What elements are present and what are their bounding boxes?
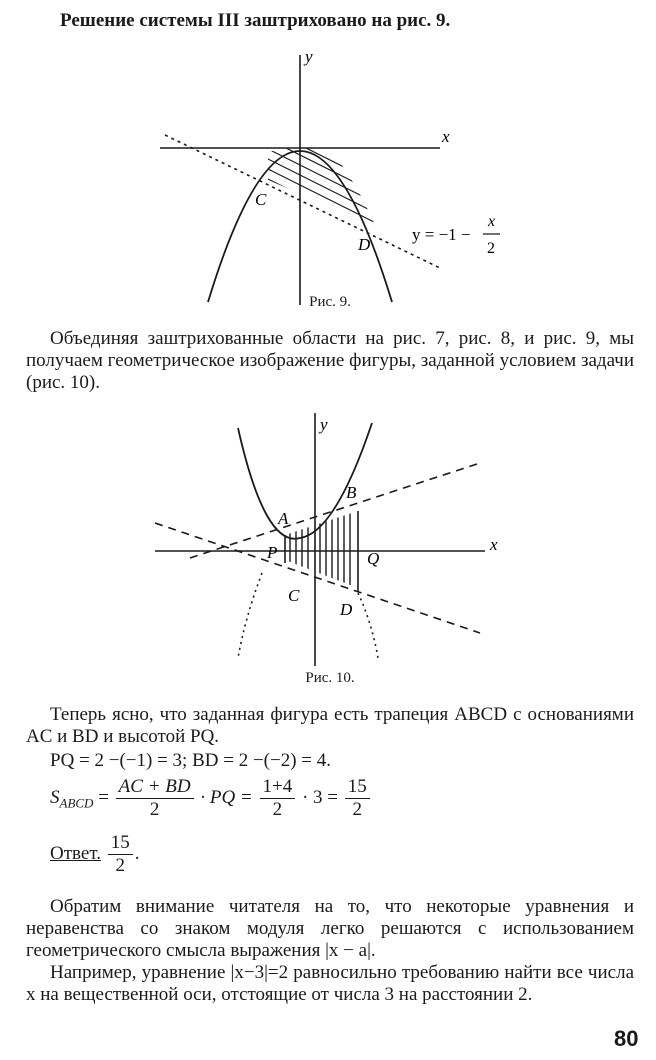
formula-num3: 15 [345,776,370,799]
formula-den2: 2 [272,799,283,820]
paragraph-2: Теперь ясно, что заданная фигура есть трапеция ABCD с основаниями AC и BD и высотой PQ. [26,704,634,747]
fig9-eq-den: 2 [487,240,495,257]
formula-sub: ABCD [59,795,94,811]
fig9-y-label: y [305,47,313,66]
formula-s: S [50,786,60,808]
formula-den1: 2 [149,799,160,820]
fig10-point-d: D [340,600,353,619]
fig9-point-d: D [358,235,371,254]
fig10-y-label: y [320,415,328,434]
dotted-line [165,135,440,268]
formula-eq: = [98,786,109,808]
answer [50,832,139,877]
fig10-point-p: P [267,543,278,562]
paragraph-3: Обратим внимание читателя на то, что некоторые уравнения и неравенства со знаком модуля легко решаются с использованием геометрического смысла выражения |x − a|. [26,896,634,961]
formula-mid: · PQ = [200,786,253,808]
parabola-lower-left [238,573,262,658]
upper-dashed-line [190,463,480,558]
fig9-caption: Рис. 9. [309,294,351,310]
hatching [250,100,390,240]
equation-pq-bd: PQ = 2 −(−1) = 3; BD = 2 −(−2) = 4. [50,750,331,771]
fig9-eq-num: x [488,213,496,230]
figure-10 [150,408,510,670]
fig9-x-label: x [442,127,450,146]
formula-mid2: · 3 = [301,786,339,808]
paragraph-1: Объединяя заштрихованные области на рис. 7, рис. 8, и рис. 9, мы получаем геометрическое изображение фигуры, заданной условием задачи (рис. 10). [26,328,634,393]
fig10-point-a: A [278,509,289,528]
fig10-point-q: Q [367,549,380,568]
fig10-caption: Рис. 10. [305,670,355,686]
figure-9 [150,40,510,310]
area-formula [50,776,372,821]
formula-num2: 1+4 [260,776,296,799]
formula-num1: AC + BD [116,776,194,799]
answer-den: 2 [115,855,125,876]
lower-dashed-line [155,523,480,633]
fig10-point-b: B [346,483,357,502]
formula-den3: 2 [352,799,363,820]
parabola-lower-right [358,593,378,658]
fig10-point-c: C [288,586,300,605]
fig9-eq-prefix: y = −1 − [412,225,471,244]
fig10-x-label: x [490,535,498,554]
parabola-upper [238,423,372,539]
answer-tail: . [134,842,140,864]
answer-label: Ответ. [50,842,101,864]
fig9-point-c: C [255,190,267,209]
answer-num: 15 [108,832,133,855]
paragraph-4: Например, уравнение |x−3|=2 равносильно требованию найти все числа x на вещественной оси, отстоящие от числа 3 на расстоянии 2. [26,962,634,1005]
page-number: 80 [614,1026,639,1051]
header-text: Решение системы III заштриховано на рис. 9. [60,10,451,31]
